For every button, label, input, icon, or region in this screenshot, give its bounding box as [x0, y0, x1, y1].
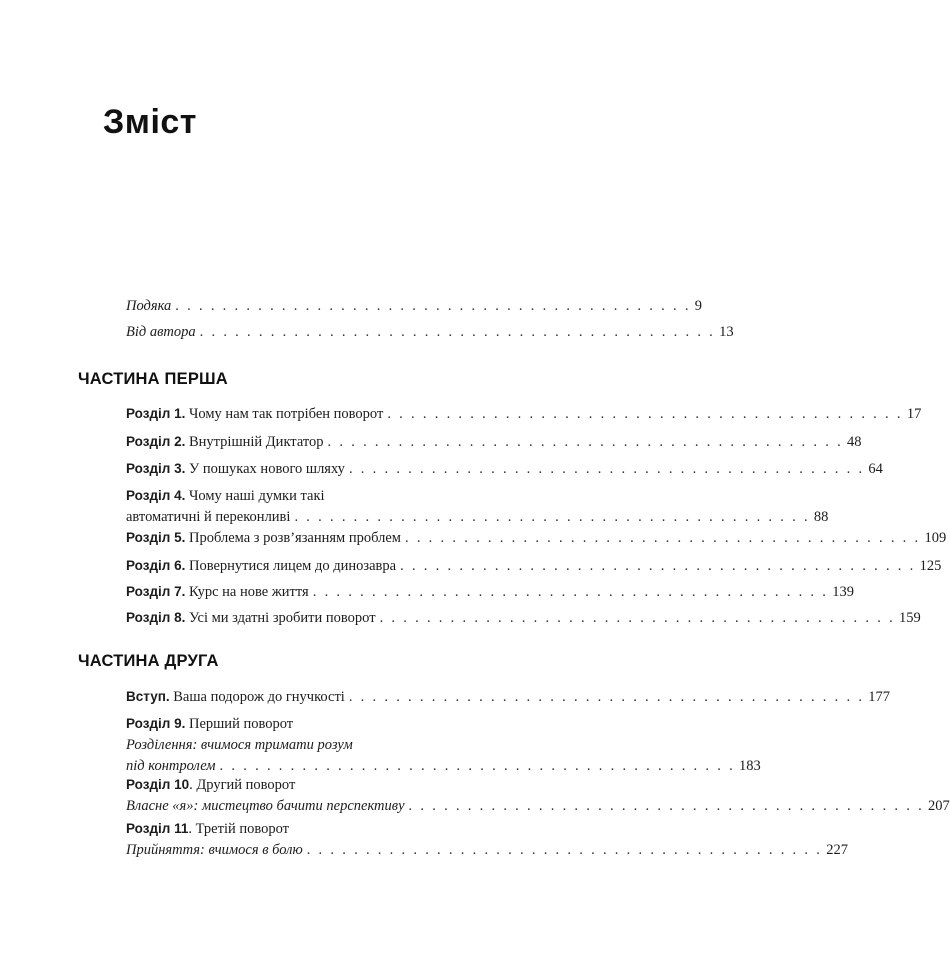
toc-page-number: 13 — [719, 324, 734, 340]
toc-entry-chapter-9[interactable] — [126, 713, 761, 777]
dot-leader: . . . . . . . . . . . . . . . . . . . . . . . . . . . . . . . . . . . . . . . . . . . . — [175, 298, 691, 314]
chapter-subtitle: Прийняття: вчимося в болю — [126, 842, 303, 858]
dot-leader: . . . . . . . . . . . . . . . . . . . . . . . . . . . . . . . . . . . . . . . . . . . . — [348, 689, 865, 705]
chapter-title: У пошуках нового шляху — [188, 461, 345, 477]
dot-leader: . . . . . . . . . . . . . . . . . . . . . . . . . . . . . . . . . . . . . . . . . . . . — [306, 842, 823, 858]
toc-page-number: 159 — [899, 610, 921, 626]
chapter-title: Проблема з розв’язанням проблем — [188, 530, 401, 546]
chapter-label: Розділ 7. — [126, 584, 186, 599]
chapter-label: Розділ 3. — [126, 461, 186, 476]
toc-page-number: 177 — [868, 689, 891, 705]
toc-entry-chapter-11[interactable] — [126, 818, 848, 861]
chapter-subtitle: Власне «я»: мистецтво бачити перспективу — [126, 798, 405, 814]
toc-entry-chapter-2[interactable] — [126, 431, 862, 453]
chapter-subtitle-continued: під контролем — [126, 758, 216, 774]
toc-page-number: 48 — [847, 434, 862, 450]
dot-leader: . . . . . . . . . . . . . . . . . . . . . . . . . . . . . . . . . . . . . . . . . . . . — [294, 509, 810, 525]
dot-leader: . . . . . . . . . . . . . . . . . . . . . . . . . . . . . . . . . . . . . . . . . . . . — [408, 798, 924, 814]
dot-leader: . . . . . . . . . . . . . . . . . . . . . . . . . . . . . . . . . . . . . . . . . . . . — [199, 324, 716, 340]
chapter-title-continued: автоматичні й переконливі — [126, 509, 291, 525]
toc-page-number: 125 — [919, 558, 942, 574]
toc-entry-intro[interactable] — [126, 686, 891, 708]
chapter-title: Перший поворот — [188, 716, 294, 732]
toc-page-number: 227 — [826, 842, 848, 858]
dot-leader: . . . . . . . . . . . . . . . . . . . . . . . . . . . . . . . . . . . . . . . . . . . . — [348, 461, 865, 477]
chapter-label: Розділ 4. — [126, 488, 186, 503]
toc-page-number: 17 — [906, 406, 922, 422]
chapter-title: Чому нам так потрібен поворот — [188, 406, 384, 422]
chapter-label: Розділ 8. — [126, 610, 186, 625]
toc-entry-chapter-10[interactable] — [126, 774, 950, 817]
chapter-title: Усі ми здатні зробити поворот — [188, 610, 376, 626]
dot-leader: . . . . . . . . . . . . . . . . . . . . . . . . . . . . . . . . . . . . . . . . . . . . — [387, 406, 903, 422]
toc-page-number: 9 — [694, 298, 703, 314]
dot-leader: . . . . . . . . . . . . . . . . . . . . . . . . . . . . . . . . . . . . . . . . . . . . — [219, 758, 736, 774]
toc-entry-chapter-7[interactable] — [126, 581, 854, 603]
toc-entry-chapter-4[interactable] — [126, 485, 829, 528]
toc-entry-title: Подяка — [126, 298, 172, 314]
chapter-label: Розділ 1. — [126, 406, 186, 421]
chapter-label: Розділ 5. — [126, 530, 186, 545]
toc-page-number: 207 — [928, 798, 950, 814]
chapter-label: Розділ 10 — [126, 777, 190, 792]
chapter-label: Розділ 9. — [126, 716, 186, 731]
toc-entry-title: Від автора — [126, 324, 196, 340]
toc-entry-chapter-6[interactable] — [126, 555, 942, 577]
dot-leader: . . . . . . . . . . . . . . . . . . . . . . . . . . . . . . . . . . . . . . . . . . . . — [379, 610, 896, 626]
chapter-label: Розділ 11 — [126, 821, 189, 836]
toc-page-number: 109 — [924, 530, 947, 546]
toc-entry-chapter-5[interactable] — [126, 527, 947, 549]
chapter-label: Розділ 6. — [126, 558, 186, 573]
chapter-title: Повернутися лицем до динозавра — [188, 558, 397, 574]
chapter-title: Чому наші думки такі — [188, 488, 325, 504]
chapter-title: . Другий поворот — [189, 777, 296, 793]
chapter-title: Курс на нове життя — [188, 584, 309, 600]
chapter-title: Внутрішній Диктатор — [188, 434, 324, 450]
toc-page-number: 183 — [739, 758, 761, 774]
part-heading-1: ЧАСТИНА ПЕРША — [78, 370, 228, 388]
toc-entry-chapter-8[interactable] — [126, 607, 921, 629]
page-title: Зміст — [103, 103, 197, 141]
toc-page-number: 139 — [832, 584, 854, 600]
dot-leader: . . . . . . . . . . . . . . . . . . . . . . . . . . . . . . . . . . . . . . . . . . . . — [312, 584, 829, 600]
toc-entry-authors-note[interactable] — [126, 322, 734, 343]
dot-leader: . . . . . . . . . . . . . . . . . . . . . . . . . . . . . . . . . . . . . . . . . . . . — [327, 434, 844, 450]
dot-leader: . . . . . . . . . . . . . . . . . . . . . . . . . . . . . . . . . . . . . . . . . . . . — [404, 530, 921, 546]
toc-entry-chapter-3[interactable] — [126, 458, 883, 480]
chapter-subtitle: Розділення: вчимося тримати розум — [126, 737, 353, 753]
toc-entry-acknowledgements[interactable] — [126, 296, 703, 317]
toc-entry-chapter-1[interactable] — [126, 403, 922, 425]
toc-page-number: 64 — [868, 461, 883, 477]
chapter-label: Вступ. — [126, 689, 170, 704]
chapter-title: Ваша подорож до гнучкості — [173, 689, 345, 705]
toc-page-number: 88 — [813, 509, 829, 525]
dot-leader: . . . . . . . . . . . . . . . . . . . . . . . . . . . . . . . . . . . . . . . . . . . . — [400, 558, 916, 574]
chapter-label: Розділ 2. — [126, 434, 186, 449]
part-heading-2: ЧАСТИНА ДРУГА — [78, 652, 219, 670]
chapter-title: . Третій поворот — [188, 821, 290, 837]
